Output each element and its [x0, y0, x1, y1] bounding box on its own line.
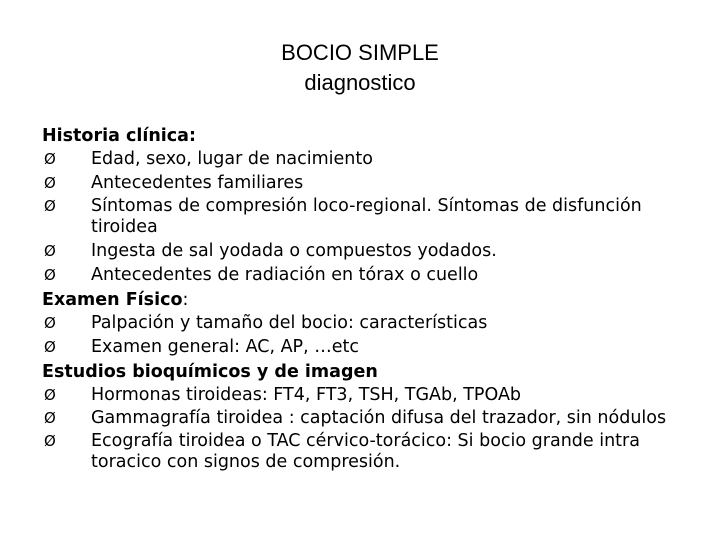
list-item: Ø Gammagrafía tiroidea : captación difusa del trazador, sin nódulos [44, 408, 667, 428]
arrow-bullet-icon: Ø [44, 314, 56, 332]
title-line-1: BOCIO SIMPLE [281, 40, 439, 65]
slide-body [42, 124, 702, 475]
list-item: Ø Antecedentes de radiación en tórax o cuello [44, 265, 479, 285]
section-heading-examen: Examen Físico: [42, 290, 189, 310]
arrow-bullet-icon: Ø [44, 432, 56, 450]
list-item: Ø Antecedentes familiares [44, 173, 304, 193]
list-item: Ø Edad, sexo, lugar de nacimiento [44, 149, 373, 169]
arrow-bullet-icon: Ø [44, 409, 56, 427]
arrow-bullet-icon: Ø [44, 174, 56, 192]
title-line-2: diagnostico [304, 70, 416, 95]
section-heading-historia: Historia clínica: [42, 126, 196, 146]
arrow-bullet-icon: Ø [44, 197, 56, 215]
arrow-bullet-icon: Ø [44, 150, 56, 168]
list-item: Ø Palpación y tamaño del bocio: características [44, 313, 488, 333]
arrow-bullet-icon: Ø [44, 338, 56, 356]
slide-title [0, 38, 720, 98]
list-item: Ø Examen general: AC, AP, …etc [44, 337, 359, 357]
arrow-bullet-icon: Ø [44, 266, 56, 284]
arrow-bullet-icon: Ø [44, 242, 56, 260]
section-heading-estudios: Estudios bioquímicos y de imagen [42, 362, 378, 382]
arrow-bullet-icon: Ø [44, 386, 56, 404]
list-item: Ø Síntomas de compresión loco-regional. Síntomas de disfunción tiroidea [44, 196, 642, 237]
list-item: Ø Ecografía tiroidea o TAC cérvico-torácico: Si bocio grande intra toracico con signos de compresión. [44, 431, 640, 472]
list-item: Ø Hormonas tiroideas: FT4, FT3, TSH, TGAb, TPOAb [44, 385, 522, 405]
list-item: Ø Ingesta de sal yodada o compuestos yodados. [44, 241, 497, 261]
